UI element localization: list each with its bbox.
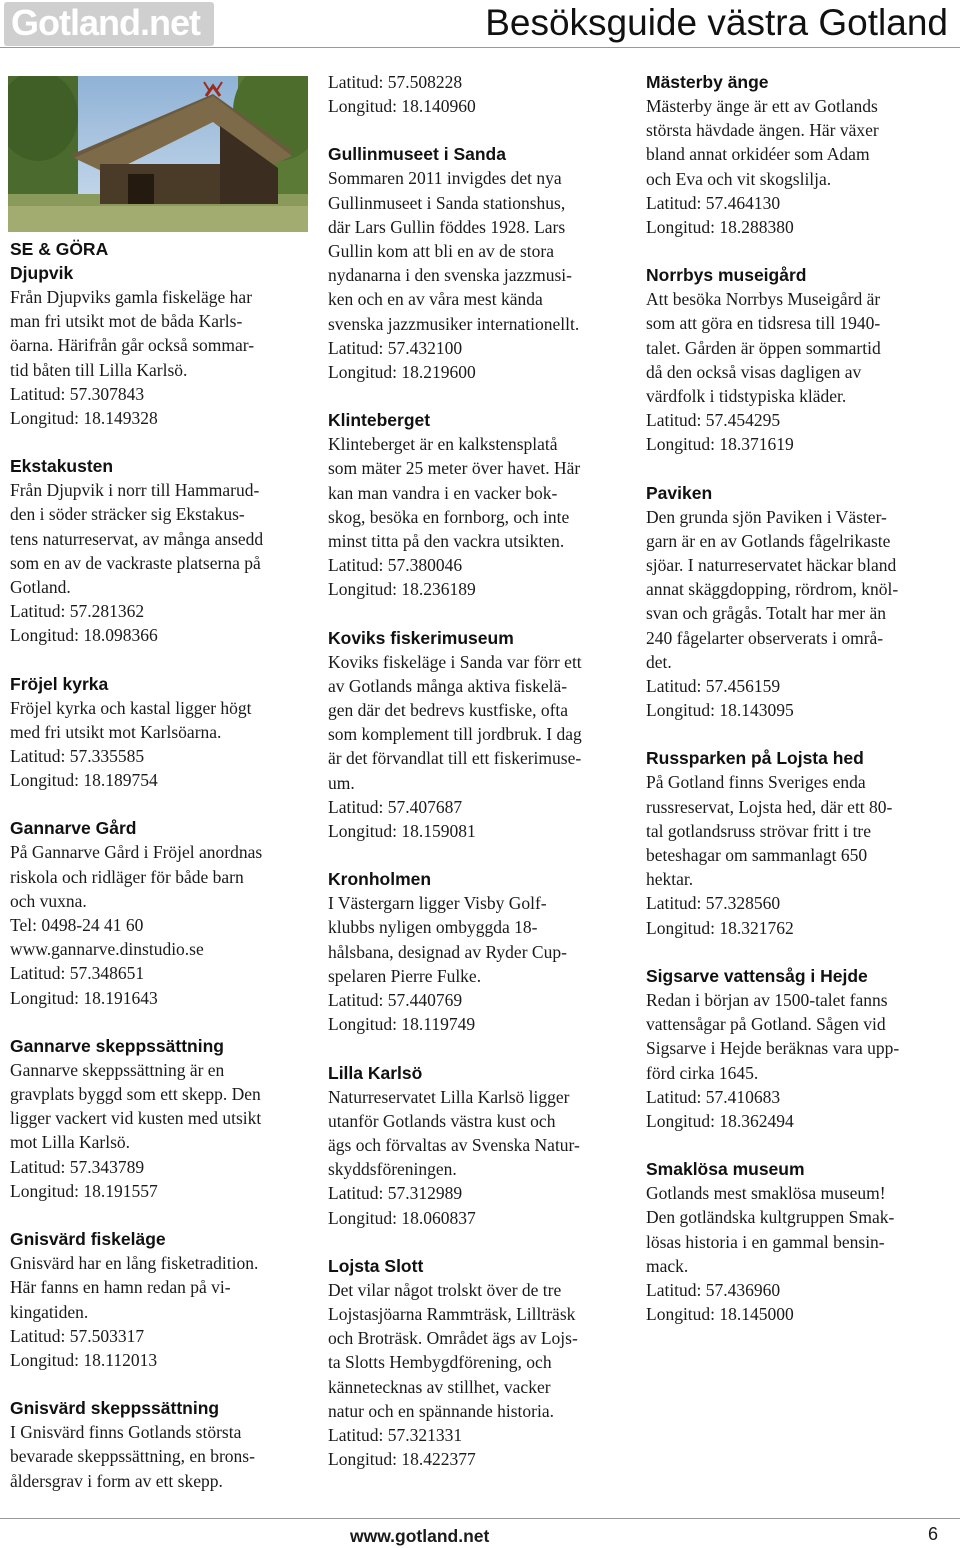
entry-title: Paviken — [646, 482, 713, 503]
entry-line: annat skäggdopping, rördrom, knöl- — [646, 579, 899, 600]
entry-line: och vuxna. — [10, 890, 87, 911]
entry-body — [646, 1181, 951, 1326]
entry-line: Latitud: 57.307843 — [10, 383, 145, 404]
entry-line: förd cirka 1645. — [646, 1062, 759, 1083]
entry-body — [10, 1420, 315, 1493]
entry-title: Gannarve Gård — [10, 818, 137, 839]
entry-gnisvard-skeppssattning — [10, 1396, 315, 1493]
entry-line: Lojstasjöarna Rammträsk, Lillträsk — [328, 1303, 576, 1324]
entry-line: beteshagar om sammanlagt 650 — [646, 845, 868, 866]
entry-title: Gnisvärd fiskeläge — [10, 1229, 166, 1250]
gotland-net-logo[interactable] — [4, 2, 214, 46]
entry-line: 240 fågelarter observerats i områ- — [646, 627, 884, 648]
entry-russparken-pa-lojsta-hed — [646, 746, 951, 939]
entry-line: där Lars Gullin föddes 1928. Lars — [328, 216, 566, 237]
entry-body — [646, 770, 951, 939]
entry-line: Latitud: 57.348651 — [10, 963, 145, 984]
entry-line: som att göra en tidsresa till 1940- — [646, 313, 881, 334]
entry-line: Latitud: 57.508228 — [328, 72, 463, 92]
entry-title: Djupvik — [10, 263, 74, 283]
footer-divider — [0, 1518, 960, 1519]
entry-line: som en av de vackraste platserna på — [10, 552, 261, 573]
entry-line: tens naturreservat, av många ansedd — [10, 528, 264, 549]
column-2-entries — [328, 70, 633, 1471]
entry-line: um. — [328, 772, 355, 793]
entry-line: lösas historia i en gammal bensin- — [646, 1231, 885, 1252]
entry-line: hektar. — [646, 869, 694, 890]
column-2 — [328, 70, 633, 1495]
entry-line: Latitud: 57.440769 — [328, 990, 463, 1011]
entry-line: svenska jazzmusiker internationellt. — [328, 313, 580, 334]
entry-line: svan och grågås. Totalt har mer än — [646, 603, 886, 624]
entry-title: Lojsta Slott — [328, 1255, 424, 1276]
entry-line: största hävdade ängen. Här växer — [646, 120, 879, 141]
entry-line: I Gnisvärd finns Gotlands största — [10, 1422, 242, 1443]
entry-gullinmuseet-i-sanda — [328, 142, 633, 384]
entry-body — [328, 70, 633, 118]
entry-line: Latitud: 57.464130 — [646, 192, 781, 213]
entry-line: klubbs nyligen ombyggda 18- — [328, 917, 538, 938]
entry-line: Redan i början av 1500-talet fanns — [646, 989, 888, 1010]
page-header — [0, 0, 960, 46]
entry-line: Longitud: 18.362494 — [646, 1110, 794, 1131]
entry-title: Koviks fiskerimuseum — [328, 627, 514, 648]
entry-line: ta Slotts Hembygdförening, och — [328, 1352, 552, 1373]
entry-line: vattensågar på Gotland. Sågen vid — [646, 1014, 886, 1035]
entry-line: Det vilar något trolskt över de tre — [328, 1279, 562, 1300]
entry-body — [646, 505, 951, 723]
entry-title: Gullinmuseet i Sanda — [328, 144, 506, 165]
entry-line: Latitud: 57.328560 — [646, 893, 781, 914]
entry-line: russreservat, Lojsta hed, där ett 80- — [646, 796, 893, 817]
entry-line: som mäter 25 meter över havet. Här — [328, 458, 581, 479]
entry-koviks-fiskerimuseum — [328, 626, 633, 844]
entry-klinteberget — [328, 408, 633, 601]
entry-line: Den grunda sjön Paviken i Väster- — [646, 506, 887, 527]
page-title: Besöksguide västra Gotland — [485, 2, 948, 43]
entry-line: och Eva och vit skogslilja. — [646, 168, 832, 189]
entry-sigsarve-vattensag-i-hejde — [646, 964, 951, 1133]
entry-line: Latitud: 57.335585 — [10, 746, 145, 767]
entry-frojel-kyrka — [10, 672, 315, 793]
entry-line: skog, besöka en fornborg, och inte — [328, 506, 570, 527]
entry-line: man fri utsikt mot de båda Karls- — [10, 311, 243, 332]
entry-line: natur och en spännande historia. — [328, 1400, 554, 1421]
entry-djupvik — [10, 261, 315, 430]
entry-line: Klinteberget är en kalkstensplatå — [328, 434, 558, 455]
entry-line: mot Lilla Karlsö. — [10, 1132, 131, 1153]
entry-line: ken och en av våra mest kända — [328, 289, 543, 310]
entry-line: sjöar. I naturreservatet häckar bland — [646, 555, 897, 576]
entry-line: Sigsarve i Hejde beräknas vara upp- — [646, 1038, 900, 1059]
entry-line: Gullin kom att bli en av de stora — [328, 241, 554, 262]
entry-line: Latitud: 57.432100 — [328, 337, 463, 358]
entry-line: Här fanns en hamn redan på vi- — [10, 1277, 231, 1298]
entry-line: Longitud: 18.321762 — [646, 917, 794, 938]
entry-line: nydanarna i den svenska jazzmusi- — [328, 265, 572, 286]
entry-body — [10, 1058, 315, 1203]
entry-line: ligger vackert vid kusten med utsikt — [10, 1108, 262, 1129]
entry-title: Klinteberget — [328, 410, 431, 431]
entry-line: mack. — [646, 1255, 689, 1276]
entry-line: Latitud: 57.321331 — [328, 1424, 463, 1445]
entry-line: Latitud: 57.281362 — [10, 601, 145, 622]
entry-title: Gannarve skeppssättning — [10, 1035, 224, 1056]
entry-line: Koviks fiskeläge i Sanda var förr ett — [328, 651, 582, 672]
entry-line: Naturreservatet Lilla Karlsö ligger — [328, 1086, 570, 1107]
entry-line: Longitud: 18.098366 — [10, 625, 158, 646]
entry-line: ägs och förvaltas av Svenska Natur- — [328, 1134, 580, 1155]
entry-line: skyddsföreningen. — [328, 1159, 457, 1180]
entry-line: gravplats byggd som ett skepp. Den — [10, 1084, 261, 1105]
entry-gannarve-skeppssattning — [10, 1034, 315, 1203]
entry-line: Longitud: 18.060837 — [328, 1207, 476, 1228]
entry-line: talet. Gården är öppen sommartid — [646, 337, 881, 358]
entry-line: tid båten till Lilla Karlsö. — [10, 359, 188, 380]
entry-body — [646, 988, 951, 1133]
entry-line: Latitud: 57.312989 — [328, 1183, 463, 1204]
entry-line: Gotlands mest smaklösa museum! — [646, 1183, 886, 1204]
entry-line: Longitud: 18.140960 — [328, 96, 476, 117]
entry-body — [328, 432, 633, 601]
footer-url-link[interactable]: www.gotland.net — [350, 1526, 490, 1546]
entry-gannarve-gard — [10, 816, 315, 1009]
entry-line: Longitud: 18.145000 — [646, 1304, 794, 1325]
entry-line: Sommaren 2011 invigdes det nya — [328, 168, 562, 189]
entry-title: Lilla Karlsö — [328, 1062, 423, 1083]
entry-body — [10, 285, 315, 430]
entry-body — [328, 650, 633, 844]
entry-body — [328, 1278, 633, 1472]
entry-line: garn är en av Gotlands fågelrikaste — [646, 530, 891, 551]
entry-line: Den gotländska kultgruppen Smak- — [646, 1207, 895, 1228]
entry-line: det. — [646, 651, 672, 672]
entry-line: Latitud: 57.454295 — [646, 410, 781, 431]
entry-line: och Broträsk. Området ägs av Lojs- — [328, 1328, 578, 1349]
entry-line: bevarade skeppssättning, en brons- — [10, 1446, 255, 1467]
entry-body — [10, 696, 315, 793]
entry-ekstakusten — [10, 454, 315, 647]
entry-body — [10, 840, 315, 1009]
entry-line: Longitud: 18.422377 — [328, 1449, 476, 1470]
entry-body — [328, 166, 633, 384]
entry-line: utanför Gotlands västra kust och — [328, 1110, 556, 1131]
entry-title: Ekstakusten — [10, 456, 114, 477]
entry-line: Longitud: 18.112013 — [10, 1349, 158, 1370]
entry-line: bland annat orkidéer som Adam — [646, 144, 870, 165]
entry-body — [328, 1085, 633, 1230]
entry-line: åldersgrav i form av ett skepp. — [10, 1470, 223, 1491]
entry-line: Latitud: 57.436960 — [646, 1279, 781, 1300]
entry-line: Longitud: 18.189754 — [10, 770, 158, 791]
entry-line: Mästerby änge är ett av Gotlands — [646, 96, 878, 116]
entry-line: av Gotlands många aktiva fiskelä- — [328, 675, 568, 696]
entry-title: Russparken på Lojsta hed — [646, 748, 864, 769]
barn-photo-svg — [8, 76, 308, 232]
entry-line: Longitud: 18.371619 — [646, 434, 794, 455]
entry-title: Norrbys museigård — [646, 265, 807, 286]
entry-line: I Västergarn ligger Visby Golf- — [328, 893, 547, 914]
entry-line: Latitud: 57.503317 — [10, 1325, 145, 1346]
barn-photo — [8, 76, 308, 232]
page-number: 6 — [928, 1524, 939, 1544]
section-title: SE & GÖRA — [10, 239, 109, 259]
entry-line: kännetecknas av stillhet, vacker — [328, 1376, 551, 1397]
entry-line: då den också visas dagligen av — [646, 361, 862, 382]
column-1 — [10, 237, 315, 1517]
logo-text: Gotland.net — [11, 2, 200, 43]
entry-continued — [328, 70, 633, 118]
entry-line: tal gotlandsruss strövar fritt i tre — [646, 820, 872, 841]
entry-norrbys-museigard — [646, 263, 951, 456]
entry-title: Fröjel kyrka — [10, 673, 109, 694]
entry-title: Kronholmen — [328, 869, 432, 890]
entry-line: Från Djupvik i norr till Hammarud- — [10, 480, 260, 501]
entry-line: Longitud: 18.219600 — [328, 362, 476, 383]
entry-line: Latitud: 57.410683 — [646, 1086, 781, 1107]
entry-line: Longitud: 18.191643 — [10, 987, 158, 1008]
entry-paviken — [646, 481, 951, 723]
entry-line: Fröjel kyrka och kastal ligger högt — [10, 697, 252, 718]
entry-line: Longitud: 18.159081 — [328, 821, 476, 842]
entry-lilla-karlso — [328, 1061, 633, 1230]
entry-line: Longitud: 18.288380 — [646, 217, 794, 238]
entry-line: Longitud: 18.191557 — [10, 1180, 158, 1201]
entry-line: På Gotland finns Sveriges enda — [646, 772, 866, 793]
entry-line: Latitud: 57.407687 — [328, 796, 463, 817]
entry-title: Mästerby änge — [646, 72, 769, 92]
entry-line: Longitud: 18.119749 — [328, 1014, 476, 1035]
entry-kronholmen — [328, 867, 633, 1036]
entry-line: kan man vandra i en vacker bok- — [328, 482, 558, 503]
entry-line: värdfolk i tidstypiska kläder. — [646, 386, 847, 407]
entry-line: Latitud: 57.343789 — [10, 1156, 145, 1177]
entry-line: är det förvandlat till ett fiskerimuse- — [328, 748, 582, 769]
entry-line: Tel: 0498-24 41 60 — [10, 915, 144, 936]
entry-body — [646, 287, 951, 456]
column-3 — [646, 70, 951, 1350]
entry-line: öarna. Härifrån går också sommar- — [10, 335, 255, 356]
entry-line: med fri utsikt mot Karlsöarna. — [10, 721, 222, 742]
entry-line: På Gannarve Gård i Fröjel anordnas — [10, 842, 263, 863]
entry-website-link[interactable]: www.gannarve.dinstudio.se — [10, 939, 204, 960]
entry-lojsta-slott — [328, 1254, 633, 1472]
entry-smaklosa-museum — [646, 1157, 951, 1326]
entry-line: Longitud: 18.149328 — [10, 408, 158, 429]
entry-line: den i söder sträcker sig Ekstakus- — [10, 504, 245, 525]
entry-line: spelaren Pierre Fulke. — [328, 965, 482, 986]
entry-line: Longitud: 18.143095 — [646, 700, 794, 721]
entry-line: Longitud: 18.236189 — [328, 579, 476, 600]
entry-title: Gnisvärd skeppssättning — [10, 1398, 220, 1419]
entry-line: Gullinmuseet i Sanda stationshus, — [328, 192, 566, 213]
entry-line: Latitud: 57.456159 — [646, 676, 781, 697]
entry-line: riskola och ridläger för både barn — [10, 866, 244, 887]
entry-gnisvard-fiskelage — [10, 1227, 315, 1372]
entry-body — [328, 891, 633, 1036]
entry-body — [646, 94, 951, 239]
entry-title: Sigsarve vattensåg i Hejde — [646, 965, 868, 986]
entry-line: Gannarve skeppssättning är en — [10, 1059, 225, 1080]
entry-masterby-ange — [646, 70, 951, 239]
entry-line: Gnisvärd har en lång fisketradition. — [10, 1253, 259, 1274]
entry-line: Gotland. — [10, 577, 71, 598]
entry-line: kingatiden. — [10, 1301, 89, 1322]
entry-line: Från Djupviks gamla fiskeläge har — [10, 287, 253, 307]
entry-line: minst titta på den vackra utsikten. — [328, 531, 565, 552]
entry-body — [10, 478, 315, 647]
column-3-entries — [646, 70, 951, 1326]
column-1-entries — [10, 261, 315, 1493]
entry-line: som komplement till jordbruk. I dag — [328, 724, 582, 745]
entry-body — [10, 1251, 315, 1372]
entry-line: Att besöka Norrbys Museigård är — [646, 289, 881, 310]
entry-title: Smaklösa museum — [646, 1159, 805, 1180]
header-divider — [0, 47, 960, 48]
entry-line: Latitud: 57.380046 — [328, 555, 463, 576]
entry-line: gen där det bedrevs kustfiske, ofta — [328, 700, 569, 721]
entry-line: hålsbana, designad av Ryder Cup- — [328, 941, 567, 962]
